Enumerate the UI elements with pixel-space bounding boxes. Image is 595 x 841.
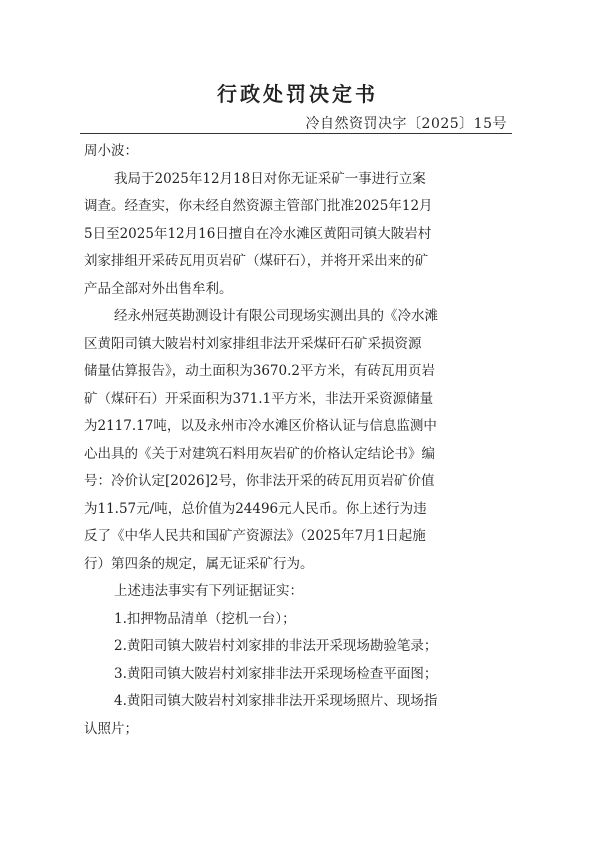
body-line: 上述违法事实有下列证据证实： (114, 583, 303, 599)
body-line: 行）第四条的规定，属无证采矿行为。 (84, 555, 314, 572)
body-line: 为2117.17吨，以及永州市冷水滩区价格认证与信息监测中 (84, 418, 437, 434)
header-divider (80, 133, 512, 134)
body-line: 经永州冠英勘测设计有限公司现场实测出具的《冷水滩 (114, 308, 438, 324)
evidence-item: 4.黄阳司镇大陂岩村刘家排非法开采现场照片、现场指 (114, 693, 438, 709)
document-body (84, 138, 516, 743)
body-line: 储量估算报告》，动土面积为3670.2平方米，有砖瓦用页岩 (84, 363, 435, 379)
body-line: 5日至2025年12月16日擅自在冷水滩区黄阳司镇大陂岩村 (84, 225, 432, 242)
document-title: 行政处罚决定书 (217, 82, 378, 106)
body-line: 产品全部对外出售牟利。 (84, 280, 233, 297)
body-line: 调查。经查实，你未经自然资源主管部门批准2025年12月 (84, 198, 433, 214)
body-line: 刘家排组开采砖瓦用页岩矿（煤矸石），并将开采出来的矿 (84, 253, 429, 269)
body-line: 为11.57元/吨，总价值为24496元人民币。你上述行为违 (84, 500, 427, 517)
evidence-item: 3.黄阳司镇大陂岩村刘家排非法开采现场检查平面图； (114, 665, 438, 682)
evidence-item: 1.扣押物品清单（挖机一台）； (114, 610, 296, 627)
body-line: 我局于2025年12月18日对你无证采矿一事进行立案 (114, 170, 426, 187)
recipient-line: 周小波： (84, 143, 138, 159)
body-line: 号：冷价认定[2026]2号，你非法开采的砖瓦用页岩矿价值 (84, 473, 435, 489)
body-line: 反了《中华人民共和国矿产资源法》（2025年7月1日起施 (84, 528, 426, 544)
body-line: 心出具的《关于对建筑石料用灰岩矿的价格认定结论书》编 (84, 445, 435, 462)
body-line: 矿（煤矸石）开采面积为371.1平方米，非法开采资源储量 (84, 390, 434, 407)
evidence-item-continued: 认照片； (84, 720, 138, 737)
document-number: 冷自然资罚决字〔2025〕15号 (305, 116, 507, 132)
body-line: 区黄阳司镇大陂岩村刘家排组非法开采煤矸石矿采损资源 (84, 335, 422, 352)
evidence-item: 2.黄阳司镇大陂岩村刘家排的非法开采现场勘验笔录； (114, 638, 438, 654)
